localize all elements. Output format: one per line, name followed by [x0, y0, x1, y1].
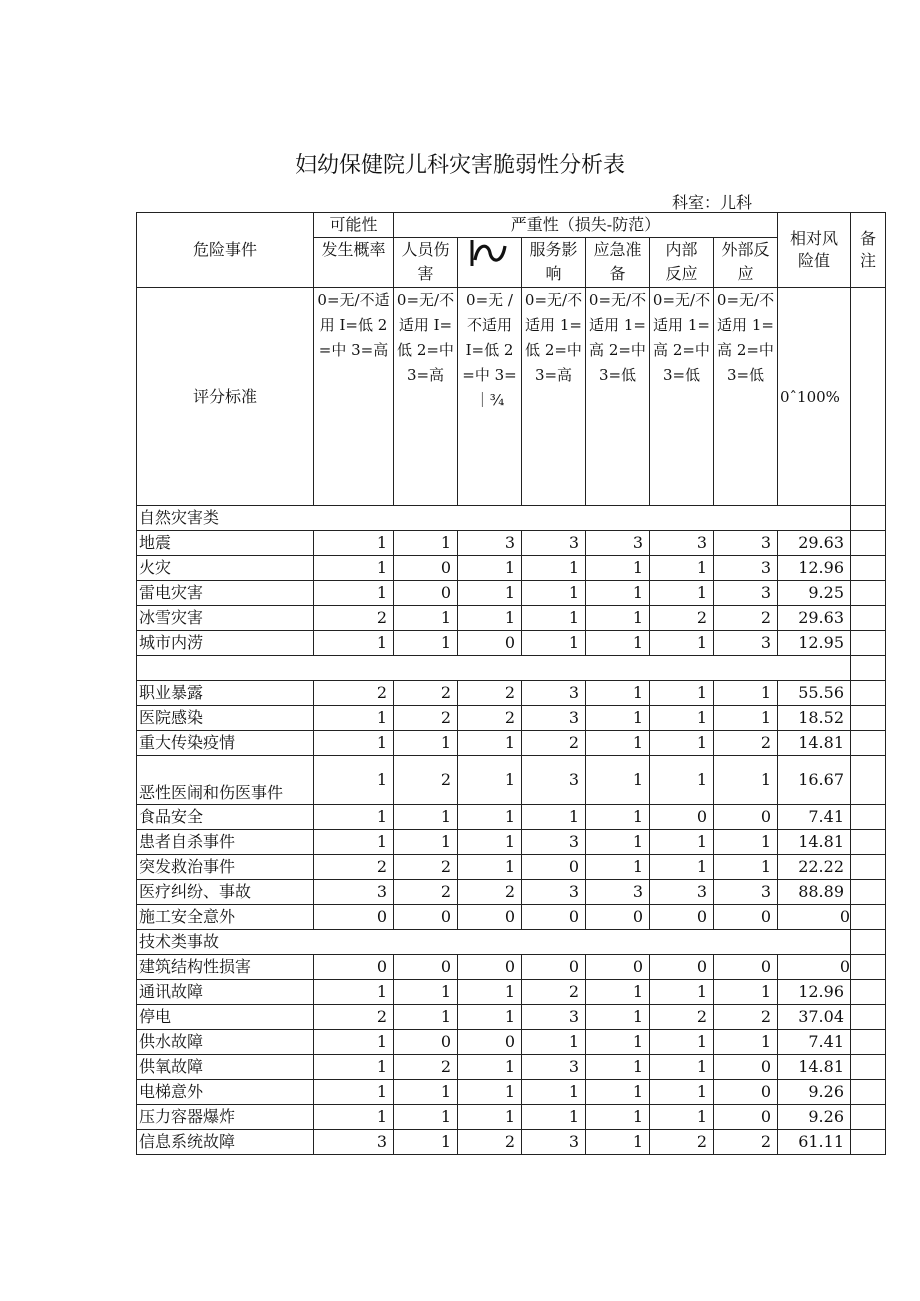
score-cell: 0	[714, 805, 778, 830]
score-cell: 1	[650, 731, 714, 756]
table-row	[137, 880, 886, 905]
score-cell: 0	[394, 556, 458, 581]
event-name: 信息系统故障	[137, 1130, 314, 1155]
score-cell: 0	[522, 905, 586, 930]
score-cell: 1	[650, 681, 714, 706]
table-row	[137, 830, 886, 855]
table-row	[137, 955, 886, 980]
score-cell: 1	[714, 1030, 778, 1055]
header-col-probability: 发生概率	[314, 238, 394, 288]
score-cell: 1	[586, 556, 650, 581]
remarks-cell	[851, 706, 886, 731]
score-cell: 1	[394, 1130, 458, 1155]
remarks-cell	[851, 805, 886, 830]
header-row-1	[137, 213, 886, 238]
score-cell: 2	[522, 731, 586, 756]
score-cell: 1	[586, 1005, 650, 1030]
score-cell: 3	[714, 556, 778, 581]
score-cell: 3	[522, 1005, 586, 1030]
score-cell: 3	[714, 880, 778, 905]
score-cell: 1	[714, 756, 778, 805]
remarks-cell	[851, 656, 886, 681]
score-cell: 1	[650, 581, 714, 606]
event-name: 建筑结构性损害	[137, 955, 314, 980]
score-cell: 0	[394, 1030, 458, 1055]
criteria-remarks	[851, 288, 886, 506]
score-cell: 1	[394, 531, 458, 556]
score-cell: 2	[394, 756, 458, 805]
score-cell: 1	[458, 581, 522, 606]
score-cell: 1	[314, 1055, 394, 1080]
table-row	[137, 631, 886, 656]
squiggle-icon	[470, 238, 510, 268]
header-severity-group: 严重性（损失-防范）	[394, 213, 778, 238]
score-cell: 1	[650, 1105, 714, 1130]
score-cell: 1	[394, 631, 458, 656]
header-relative-risk: 相对风险值	[778, 213, 851, 288]
score-cell: 0	[458, 631, 522, 656]
event-name: 通讯故障	[137, 980, 314, 1005]
score-cell: 1	[394, 1105, 458, 1130]
score-cell: 3	[458, 531, 522, 556]
score-cell: 2	[394, 706, 458, 731]
score-cell: 1	[458, 1080, 522, 1105]
table-row	[137, 681, 886, 706]
table-row	[137, 531, 886, 556]
score-cell: 1	[394, 1080, 458, 1105]
score-cell: 0	[586, 955, 650, 980]
score-cell: 1	[586, 855, 650, 880]
score-cell: 1	[394, 606, 458, 631]
score-cell: 2	[394, 1055, 458, 1080]
score-cell: 1	[458, 805, 522, 830]
score-cell: 0	[522, 855, 586, 880]
score-cell: 1	[650, 855, 714, 880]
score-cell: 0	[458, 905, 522, 930]
event-name: 供水故障	[137, 1030, 314, 1055]
score-cell: 2	[714, 1005, 778, 1030]
event-name: 施工安全意外	[137, 905, 314, 930]
table-row	[137, 1030, 886, 1055]
event-name: 职业暴露	[137, 681, 314, 706]
score-cell: 1	[314, 531, 394, 556]
score-cell: 1	[522, 1030, 586, 1055]
score-cell: 2	[394, 681, 458, 706]
risk-value: 22.22	[778, 855, 851, 880]
score-cell: 3	[522, 531, 586, 556]
risk-value: 29.63	[778, 531, 851, 556]
risk-value: 0	[778, 955, 851, 980]
event-name: 停电	[137, 1005, 314, 1030]
score-cell: 1	[714, 830, 778, 855]
event-name: 突发救治事件	[137, 855, 314, 880]
remarks-cell	[851, 855, 886, 880]
header-col-personnel-injury: 人员伤害	[394, 238, 458, 288]
criteria-value: 0=无/不适用 I=低 2=中 3=高	[394, 288, 458, 506]
score-cell: 1	[522, 556, 586, 581]
event-name: 医疗纠纷、事故	[137, 880, 314, 905]
criteria-label: 评分标准	[137, 288, 314, 506]
score-cell: 3	[650, 531, 714, 556]
risk-value: 88.89	[778, 880, 851, 905]
remarks-cell	[851, 930, 886, 955]
score-cell: 3	[522, 706, 586, 731]
score-cell: 0	[650, 905, 714, 930]
score-cell: 1	[714, 855, 778, 880]
table-row	[137, 706, 886, 731]
risk-value: 0	[778, 905, 851, 930]
score-cell: 1	[650, 556, 714, 581]
section-title: 技术类事故	[137, 930, 851, 955]
score-cell: 1	[314, 830, 394, 855]
score-cell: 3	[522, 880, 586, 905]
score-cell: 2	[714, 1130, 778, 1155]
risk-value: 16.67	[778, 756, 851, 805]
score-cell: 0	[586, 905, 650, 930]
vulnerability-table	[136, 212, 886, 1155]
event-name: 冰雪灾害	[137, 606, 314, 631]
criteria-value: 0=无/不适用 1=高 2=中 3=低	[650, 288, 714, 506]
score-cell: 1	[650, 830, 714, 855]
score-cell: 3	[522, 1130, 586, 1155]
remarks-cell	[851, 731, 886, 756]
department-label: 科室：儿科	[672, 193, 753, 212]
event-name: 供氧故障	[137, 1055, 314, 1080]
event-name: 火灾	[137, 556, 314, 581]
score-cell: 0	[458, 1030, 522, 1055]
score-cell: 2	[714, 731, 778, 756]
criteria-row	[137, 288, 886, 506]
score-cell: 2	[394, 880, 458, 905]
score-cell: 1	[650, 1080, 714, 1105]
score-cell: 3	[586, 531, 650, 556]
score-cell: 1	[394, 805, 458, 830]
score-cell: 1	[586, 1055, 650, 1080]
event-name: 电梯意外	[137, 1080, 314, 1105]
score-cell: 1	[586, 681, 650, 706]
score-cell: 1	[586, 830, 650, 855]
remarks-cell	[851, 880, 886, 905]
table-row	[137, 1130, 886, 1155]
score-cell: 1	[650, 706, 714, 731]
score-cell: 3	[586, 880, 650, 905]
page-title: 妇幼保健院儿科灾害脆弱性分析表	[294, 153, 625, 178]
header-event: 危险事件	[137, 213, 314, 288]
score-cell: 1	[586, 1105, 650, 1130]
risk-value: 55.56	[778, 681, 851, 706]
score-cell: 0	[314, 905, 394, 930]
remarks-cell	[851, 631, 886, 656]
score-cell: 1	[314, 1105, 394, 1130]
event-name: 食品安全	[137, 805, 314, 830]
score-cell: 1	[586, 805, 650, 830]
risk-value: 18.52	[778, 706, 851, 731]
score-cell: 0	[394, 955, 458, 980]
score-cell: 0	[650, 805, 714, 830]
score-cell: 2	[314, 606, 394, 631]
score-cell: 1	[458, 1105, 522, 1130]
score-cell: 3	[522, 681, 586, 706]
score-cell: 1	[586, 581, 650, 606]
event-name: 城市内涝	[137, 631, 314, 656]
score-cell: 0	[394, 905, 458, 930]
score-cell: 1	[586, 731, 650, 756]
event-name: 地震	[137, 531, 314, 556]
score-cell: 3	[714, 531, 778, 556]
criteria-value: 0=无 /不适用 I=低 2=中 3=｜¾	[458, 288, 522, 506]
event-name: 患者自杀事件	[137, 830, 314, 855]
table-row	[137, 1055, 886, 1080]
score-cell: 0	[394, 581, 458, 606]
score-cell: 1	[458, 980, 522, 1005]
criteria-value: 0=无/不适用 1=高 2=中 3=低	[586, 288, 650, 506]
score-cell: 1	[522, 805, 586, 830]
score-cell: 2	[314, 855, 394, 880]
score-cell: 1	[314, 731, 394, 756]
score-cell: 1	[586, 1030, 650, 1055]
score-cell: 2	[650, 1130, 714, 1155]
header-col-property-loss	[458, 238, 522, 288]
table-row	[137, 1080, 886, 1105]
risk-value: 12.96	[778, 980, 851, 1005]
risk-value: 12.95	[778, 631, 851, 656]
score-cell: 1	[522, 581, 586, 606]
header-col-service-impact: 服务影响	[522, 238, 586, 288]
score-cell: 1	[458, 556, 522, 581]
score-cell: 1	[650, 631, 714, 656]
score-cell: 1	[314, 1030, 394, 1055]
table-row	[137, 556, 886, 581]
section-title	[137, 656, 851, 681]
score-cell: 1	[458, 756, 522, 805]
remarks-cell	[851, 905, 886, 930]
score-cell: 1	[458, 1055, 522, 1080]
header-probability-group: 可能性	[314, 213, 394, 238]
score-cell: 1	[586, 706, 650, 731]
score-cell: 0	[714, 955, 778, 980]
score-cell: 1	[522, 631, 586, 656]
score-cell: 1	[714, 980, 778, 1005]
score-cell: 1	[458, 855, 522, 880]
score-cell: 3	[714, 631, 778, 656]
section-row	[137, 656, 886, 681]
score-cell: 1	[394, 731, 458, 756]
criteria-risk-range: 0ˆ100%	[778, 288, 851, 506]
event-name: 雷电灾害	[137, 581, 314, 606]
score-cell: 1	[394, 830, 458, 855]
score-cell: 0	[522, 955, 586, 980]
risk-value: 7.41	[778, 1030, 851, 1055]
criteria-value: 0=无/不适用 1=低 2=中 3=高	[522, 288, 586, 506]
remarks-cell	[851, 1130, 886, 1155]
remarks-cell	[851, 1055, 886, 1080]
score-cell: 2	[650, 606, 714, 631]
risk-value: 7.41	[778, 805, 851, 830]
risk-value: 61.11	[778, 1130, 851, 1155]
score-cell: 2	[394, 855, 458, 880]
section-row	[137, 506, 886, 531]
score-cell: 3	[314, 1130, 394, 1155]
score-cell: 1	[458, 830, 522, 855]
score-cell: 1	[586, 1130, 650, 1155]
table-row	[137, 1105, 886, 1130]
score-cell: 1	[458, 606, 522, 631]
score-cell: 3	[522, 756, 586, 805]
header-remarks: 备注	[851, 213, 886, 288]
table-row	[137, 756, 886, 805]
score-cell: 0	[714, 1105, 778, 1130]
score-cell: 1	[586, 631, 650, 656]
score-cell: 2	[458, 1130, 522, 1155]
score-cell: 1	[650, 1030, 714, 1055]
score-cell: 1	[314, 756, 394, 805]
score-cell: 3	[650, 880, 714, 905]
score-cell: 1	[586, 1080, 650, 1105]
score-cell: 2	[650, 1005, 714, 1030]
score-cell: 1	[314, 980, 394, 1005]
risk-value: 29.63	[778, 606, 851, 631]
table-row	[137, 731, 886, 756]
score-cell: 1	[586, 756, 650, 805]
score-cell: 0	[458, 955, 522, 980]
score-cell: 1	[586, 980, 650, 1005]
table-row	[137, 606, 886, 631]
header-col-internal-response: 内部反应	[650, 238, 714, 288]
score-cell: 1	[522, 606, 586, 631]
table-row	[137, 905, 886, 930]
score-cell: 2	[458, 706, 522, 731]
score-cell: 2	[522, 980, 586, 1005]
score-cell: 0	[714, 1055, 778, 1080]
remarks-cell	[851, 980, 886, 1005]
remarks-cell	[851, 681, 886, 706]
remarks-cell	[851, 1030, 886, 1055]
remarks-cell	[851, 1080, 886, 1105]
remarks-cell	[851, 830, 886, 855]
score-cell: 3	[522, 830, 586, 855]
risk-value: 37.04	[778, 1005, 851, 1030]
header-col-external-response: 外部反应	[714, 238, 778, 288]
score-cell: 2	[714, 606, 778, 631]
remarks-cell	[851, 581, 886, 606]
score-cell: 1	[314, 706, 394, 731]
remarks-cell	[851, 1005, 886, 1030]
score-cell: 3	[714, 581, 778, 606]
score-cell: 0	[314, 955, 394, 980]
risk-value: 9.26	[778, 1105, 851, 1130]
remarks-cell	[851, 556, 886, 581]
score-cell: 1	[314, 556, 394, 581]
remarks-cell	[851, 756, 886, 805]
score-cell: 1	[458, 731, 522, 756]
score-cell: 1	[314, 631, 394, 656]
remarks-cell	[851, 506, 886, 531]
score-cell: 3	[522, 1055, 586, 1080]
risk-value: 12.96	[778, 556, 851, 581]
score-cell: 1	[314, 581, 394, 606]
score-cell: 3	[314, 880, 394, 905]
remarks-cell	[851, 606, 886, 631]
remarks-cell	[851, 1105, 886, 1130]
event-name: 医院感染	[137, 706, 314, 731]
risk-value: 14.81	[778, 731, 851, 756]
score-cell: 1	[714, 706, 778, 731]
criteria-value: 0=无/不适用 I=低 2=中 3=高	[314, 288, 394, 506]
remarks-cell	[851, 955, 886, 980]
score-cell: 1	[522, 1080, 586, 1105]
table-row	[137, 1005, 886, 1030]
risk-value: 9.25	[778, 581, 851, 606]
score-cell: 2	[458, 681, 522, 706]
score-cell: 1	[714, 681, 778, 706]
section-row	[137, 930, 886, 955]
event-name: 恶性医闹和伤医事件	[137, 756, 314, 805]
score-cell: 2	[314, 681, 394, 706]
score-cell: 1	[522, 1105, 586, 1130]
event-name: 压力容器爆炸	[137, 1105, 314, 1130]
score-cell: 1	[394, 980, 458, 1005]
risk-value: 14.81	[778, 830, 851, 855]
remarks-cell	[851, 531, 886, 556]
score-cell: 1	[650, 1055, 714, 1080]
score-cell: 1	[394, 1005, 458, 1030]
section-title: 自然灾害类	[137, 506, 851, 531]
table-row	[137, 980, 886, 1005]
score-cell: 1	[314, 1080, 394, 1105]
risk-value: 14.81	[778, 1055, 851, 1080]
table-row	[137, 581, 886, 606]
score-cell: 0	[714, 1080, 778, 1105]
table-row	[137, 855, 886, 880]
score-cell: 0	[714, 905, 778, 930]
score-cell: 1	[650, 756, 714, 805]
score-cell: 0	[650, 955, 714, 980]
score-cell: 1	[650, 980, 714, 1005]
score-cell: 1	[586, 606, 650, 631]
score-cell: 2	[314, 1005, 394, 1030]
score-cell: 1	[314, 805, 394, 830]
header-col-preparedness: 应急准备	[586, 238, 650, 288]
score-cell: 1	[458, 1005, 522, 1030]
criteria-value: 0=无/不适用 1=高 2=中 3=低	[714, 288, 778, 506]
score-cell: 2	[458, 880, 522, 905]
event-name: 重大传染疫情	[137, 731, 314, 756]
table-row	[137, 805, 886, 830]
risk-value: 9.26	[778, 1080, 851, 1105]
